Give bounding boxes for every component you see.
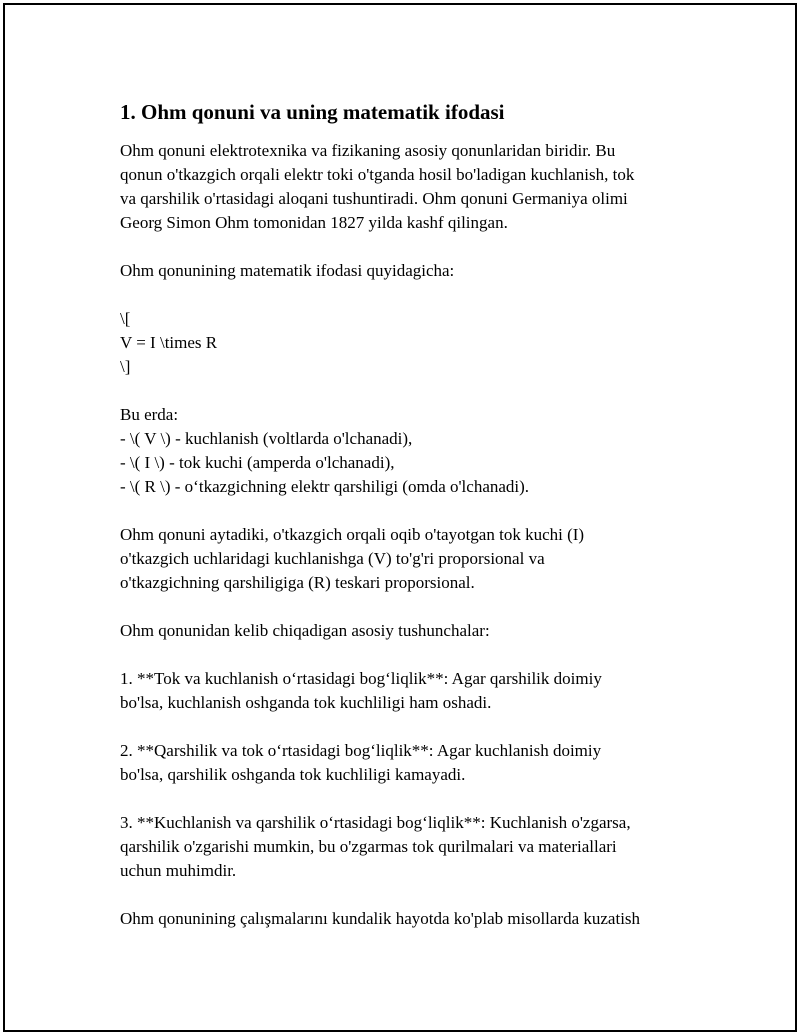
paragraph-formula-intro xyxy=(120,259,700,283)
text-line: 2. **Qarshilik va tok o‘rtasidagi bog‘liqlik**: Agar kuchlanish doimiy xyxy=(120,741,602,760)
paragraph-closing xyxy=(120,907,700,931)
text-line: qarshilik o'zgarishi mumkin, bu o'zgarmas tok qurilmalari va materiallari xyxy=(120,837,617,856)
text-line: Bu erda: xyxy=(120,405,179,424)
list-item-1 xyxy=(120,667,700,715)
text-line: Ohm qonunidan kelib chiqadigan asosiy tushunchalar: xyxy=(120,621,490,640)
text-line: 3. **Kuchlanish va qarshilik o‘rtasidagi bog‘liqlik**: Kuchlanish o'zgarsa, xyxy=(120,813,631,832)
formula-block xyxy=(120,307,700,379)
text-line: qonun o'tkazgich orqali elektr toki o'tganda hosil bo'ladigan kuchlanish, tok xyxy=(120,165,635,184)
paragraph-variables xyxy=(120,403,700,499)
paragraph-intro xyxy=(120,139,700,235)
variable-item: - \( I \) - tok kuchi (amperda o'lchanadi), xyxy=(120,453,395,472)
text-line: Ohm qonuni aytadiki, o'tkazgich orqali oqib o'tayotgan tok kuchi (I) xyxy=(120,525,585,544)
text-line: 1. **Tok va kuchlanish o‘rtasidagi bog‘liqlik**: Agar qarshilik doimiy xyxy=(120,669,602,688)
text-line: va qarshilik o'rtasidagi aloqani tushuntiradi. Ohm qonuni Germaniya olimi xyxy=(120,189,628,208)
paragraph-concepts-intro xyxy=(120,619,700,643)
formula-open: \[ xyxy=(120,309,131,328)
list-item-3 xyxy=(120,811,700,883)
text-line: o'tkazgich uchlaridagi kuchlanishga (V) to'g'ri proporsional va xyxy=(120,549,545,568)
text-line: Georg Simon Ohm tomonidan 1827 yilda kashf qilingan. xyxy=(120,213,508,232)
text-line: Ohm qonunining çalışmalarını kundalik hayotda ko'plab misollarda kuzatish xyxy=(120,909,641,928)
list-item-2 xyxy=(120,739,700,787)
document-content xyxy=(120,97,700,955)
text-line: bo'lsa, kuchlanish oshganda tok kuchliligi ham oshadi. xyxy=(120,693,492,712)
paragraph-explanation xyxy=(120,523,700,595)
text-line: Ohm qonuni elektrotexnika va fizikaning asosiy qonunlaridan biridir. Bu xyxy=(120,141,616,160)
text-line: uchun muhimdir. xyxy=(120,861,237,880)
section-heading: 1. Ohm qonuni va uning matematik ifodasi xyxy=(120,100,505,124)
formula-expression: V = I \times R xyxy=(120,333,218,352)
variable-item: - \( R \) - o‘tkazgichning elektr qarshiligi (omda o'lchanadi). xyxy=(120,477,530,496)
variable-item: - \( V \) - kuchlanish (voltlarda o'lchanadi), xyxy=(120,429,413,448)
text-line: Ohm qonunining matematik ifodasi quyidagicha: xyxy=(120,261,455,280)
text-line: o'tkazgichning qarshiligiga (R) teskari proporsional. xyxy=(120,573,475,592)
document-page xyxy=(3,3,797,1032)
formula-close: \] xyxy=(120,357,131,376)
text-line: bo'lsa, qarshilik oshganda tok kuchliligi kamayadi. xyxy=(120,765,466,784)
